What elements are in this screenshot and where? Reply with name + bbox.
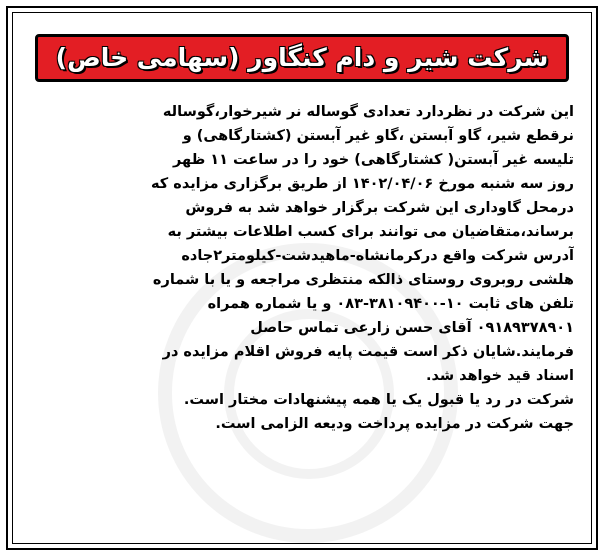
notice-line: درمحل گاوداری این شرکت برگزار خواهد شد به فروش	[185, 200, 574, 216]
notice-title-box	[35, 34, 570, 82]
notice-frame	[6, 6, 598, 550]
notice-line: برساند،متقاضیان می توانند برای کسب اطلاعات بیشتر به	[167, 224, 574, 240]
notice-header	[26, 26, 578, 90]
notice-line: هلشی روبروی روستای ذالکه منتظری مراجعه و یا با شماره	[152, 272, 574, 288]
notice-line: روز سه شنبه مورخ ۱۴۰۲/۰۴/۰۶ از طریق برگزاری مزایده که	[151, 176, 574, 192]
notice-line: این شرکت در نظردارد تعدادی گوساله نر شیرخوار،گوساله	[162, 104, 574, 120]
notice-line: آدرس شرکت واقع درکرمانشاه-ماهیدشت-کیلومتر۲جاده	[181, 248, 574, 264]
notice-line: تلیسه غیر آبستن( کشتارگاهی) خود را در ساعت ۱۱ ظهر	[172, 152, 574, 168]
notice-line: اسناد قید خواهد شد.	[425, 368, 574, 384]
notice-line: شرکت در رد یا قبول یک یا همه پیشنهادات مختار است.	[183, 392, 574, 408]
notice-line: فرمایند.شایان ذکر است قیمت پایه فروش اقلام مزایده در	[162, 344, 574, 360]
notice-line: ۰۹۱۸۹۳۷۸۹۰۱ آقای حسن زارعی تماس حاصل	[250, 320, 574, 336]
notice-line: تلفن های ثابت ۱۰-۳۸۱۰۹۴۰۰-۰۸۳ و یا شماره همراه	[207, 296, 574, 312]
notice-line: نرقطع شیر، گاو آبستن ،گاو غیر آبستن (کشتارگاهی) و	[182, 128, 574, 144]
notice-line: جهت شرکت در مزایده پرداخت ودیعه الزامی است.	[215, 416, 574, 432]
notice-body	[30, 100, 574, 536]
notice-title: شرکت شیر و دام کنگاور (سهامی خاص)	[55, 43, 549, 73]
